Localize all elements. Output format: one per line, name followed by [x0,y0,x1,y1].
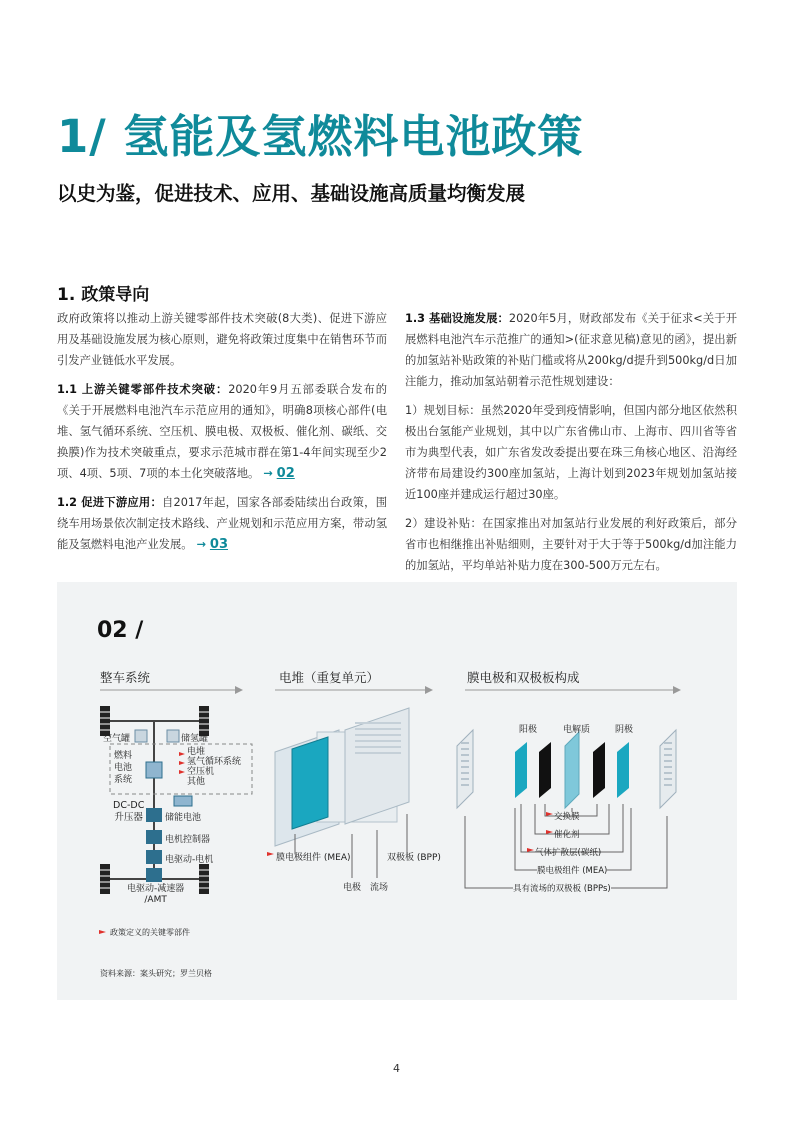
figure-panel [57,582,737,1000]
electrolyte-label: 电解质 [563,725,591,735]
catalyst-label: 催化剂 [554,830,580,840]
anode-label: 阳极 [519,725,538,735]
paragraph-1-1 [57,379,387,484]
paragraph-label: 1.2 促进下游应用： [57,496,162,509]
section-heading: 1. 政策导向 [57,285,150,305]
component-stack: 电堆 [187,747,206,757]
membrane-label: 交换膜 [554,812,580,822]
right-column [405,308,737,584]
gdl-label: 气体扩散层(碳纸) [535,848,602,858]
paragraph-plan: 1）规划目标：虽然2020年受到疫情影响，但国内部分地区依然积极出台氢能产业规划，其中以广东省佛山市、上海市、四川省等省市为典型代表，如广东省发改委提出要在珠三角核心地区、沿海经济带布局建设约300座加氢站，上海计划到2023年规划加氢站接近100座并建成运行超过30座。 [405,404,737,501]
page-title: 1/ 氢能及氢燃料电池政策 [57,110,584,163]
reducer-label: 电驱动-减速器 /AMT [127,884,185,905]
paragraph-text: 2020年9月五部委联合发布的《关于开展燃料电池汽车示范应用的通知》，明确8项核心部件(电堆、氢气循环系统、空压机、膜电极、双极板、催化剂、碳纸、交换膜)作为技术突破重点，要求示范城市群在第1-4年间实现至少2项、4项、5项、7项的本土化突破落地。 [57,383,387,480]
cathode-label: 阴极 [615,725,634,735]
intro-paragraph: 政府政策将以推动上游关键零部件技术突破(8大类)、促进下游应用及基础设施发展为核心原则，避免将政策过度集中在销售环节而引发产业链低水平发展。 [57,312,387,367]
left-column [57,308,387,563]
h2-tank-label: 储氢罐 [181,734,209,744]
component-h2-recirc: 氢气循环系统 [187,757,242,767]
motor-label: 电驱动-电机 [165,855,214,865]
page-number: 4 [393,1062,400,1075]
layers-mea-label: 膜电极组件 (MEA) [537,866,608,876]
header-layers: 膜电极和双极板构成 [467,670,580,685]
header-vehicle-system: 整车系统 [100,670,151,685]
figure-label: 02 / [97,618,144,643]
component-other: 其他 [187,777,206,787]
paragraph-text: 2020年5月，财政部发布《关于征求<关于开展燃料电池汽车示范推广的通知>(征求意见稿)意见的函》，提出新的加氢站补贴政策的补贴门槛或将从200kg/d提升到500kg/d日加注能力，推动加氢站朝着示范性规划建设： [405,312,737,388]
paragraph-1-3 [405,308,737,392]
paragraph-text: 自2017年起，国家各部委陆续出台政策，围绕车用场景依次制定技术路线、产业规划和示范应用方案，带动氢能及氢燃料电池产业发展。 [57,496,387,551]
paragraph-subsidy: 2）建设补贴：在国家推出对加氢站行业发展的利好政策后，部分省市也相继推出补贴细则，主要针对于大于等于500kg/d加注能力的加氢站，平均单站补贴力度在300-500万元左右。 [405,517,737,572]
stack-mea-label: 膜电极组件 (MEA) [276,853,351,863]
page-subtitle: 以史为鉴，促进技术、应用、基础设施高质量均衡发展 [57,182,526,205]
battery-label: 储能电池 [165,813,202,823]
header-stack: 电堆（重复单元） [279,670,380,685]
fuel-cell-system-label: 燃料 电池 系统 [114,751,133,785]
stack-bpp-label: 双极板 (BPP) [387,853,441,863]
stack-electrode-label: 电极 [343,883,362,893]
controller-label: 电机控制器 [165,835,211,845]
legend-key-components: 政策定义的关键零部件 [110,928,190,937]
figure-ref-link[interactable]: → 02 [259,466,295,481]
fcs-components-list [187,747,241,787]
paragraph-1-2 [57,492,387,555]
air-tank-label: 空气罐 [103,734,131,744]
component-compressor: 空压机 [187,767,215,777]
stack-flow-field-label: 流场 [370,883,389,893]
figure-ref-link[interactable]: → 03 [192,537,229,552]
source-note: 资料来源：案头研究；罗兰贝格 [100,969,212,978]
paragraph-label: 1.3 基础设施发展： [405,312,509,325]
layers-bpps-label: 具有流场的双极板 (BPPs) [513,884,611,894]
dcdc-label: DC-DC 升压器 [113,800,145,823]
paragraph-label: 1.1 上游关键零部件技术突破： [57,383,229,396]
